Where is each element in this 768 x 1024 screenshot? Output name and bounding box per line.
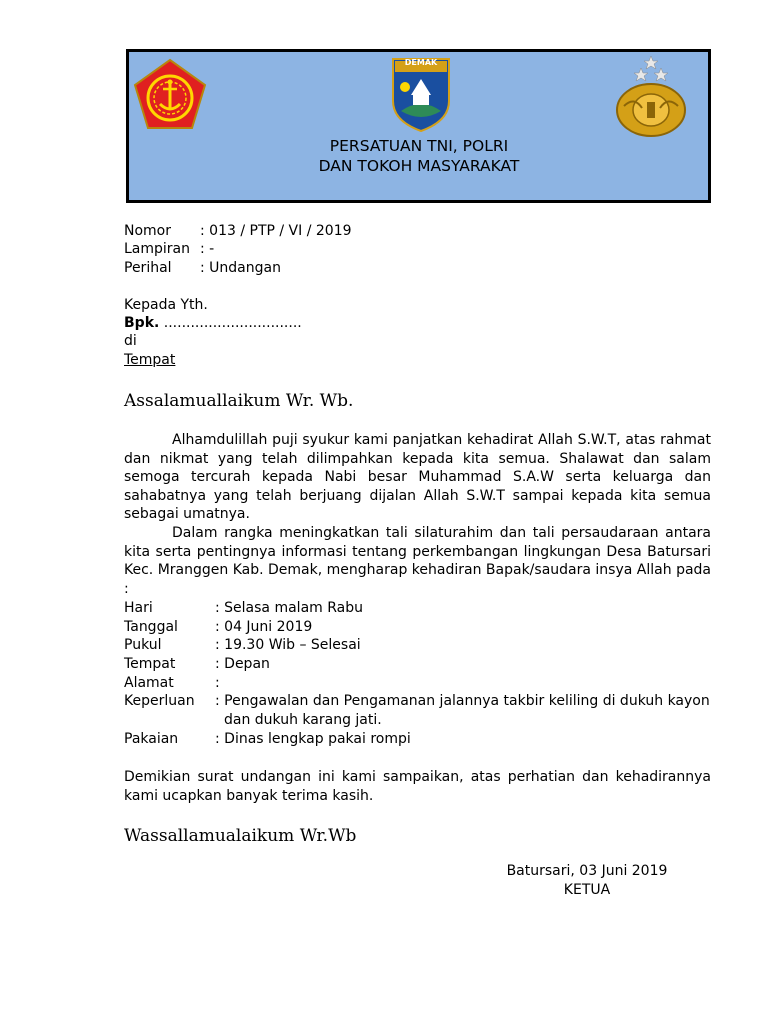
lampiran-label: Lampiran (124, 241, 191, 257)
detail-hari (124, 599, 363, 617)
pukul-value: : 19.30 Wib – Selesai (215, 637, 361, 653)
paragraph-2-text: Dalam rangka meningkatkan tali silaturahim dan tali persaudaraan antara kita serta pentingnya informasi tentang perkembangan lingkungan Desa Batursari Kec. Mranggen Kab. Demak, mengharap kehadiran Bapak/saudara insya Allah pada : (124, 525, 711, 597)
letterhead-title (279, 136, 559, 176)
detail-keperluan (124, 692, 710, 710)
bpk-label: Bpk. (124, 315, 160, 331)
tanggal-value: : 04 Juni 2019 (215, 619, 313, 635)
tempat-value: : Depan (215, 656, 270, 672)
recipient-name (124, 314, 302, 332)
recipient-line: Kepada Yth. (124, 297, 208, 313)
alamat-value: : (215, 675, 220, 691)
detail-tempat (124, 655, 270, 673)
keperluan-label: Keperluan (124, 693, 195, 709)
signature-role: KETUA (563, 882, 611, 898)
hari-label: Hari (124, 600, 153, 616)
nomor-row (124, 222, 352, 240)
polri-emblem-icon (614, 56, 688, 138)
recipient-place: Tempat (124, 352, 176, 368)
paragraph-2 (124, 524, 711, 598)
closing-greeting: Wassallamualaikum Wr.Wb (124, 826, 357, 846)
hari-value: : Selasa malam Rabu (215, 600, 363, 616)
paragraph-1-text: Alhamdulillah puji syukur kami panjatkan kehadirat Allah S.W.T, atas rahmat dan nikmat yang telah dilimpahkan kepada kita semua. Shalawat dan salam semoga tercurah kepada Nabi besar Muhammad S.A.W serta keluarga dan sahabatnya yang telah berjuang dijalan Allah S.W.T sampai kepada kita semua sebagai umatnya. (124, 432, 711, 523)
tanggal-label: Tanggal (124, 619, 178, 635)
detail-pakaian (124, 730, 411, 748)
signature-place-date: Batursari, 03 Juni 2019 (506, 863, 668, 879)
detail-alamat (124, 674, 220, 692)
title-line-2: DAN TOKOH MASYARAKAT (318, 157, 520, 175)
lampiran-row (124, 240, 214, 258)
keperluan-value: : Pengawalan dan Pengamanan jalannya takbir keliling di dukuh kayon (215, 693, 710, 709)
opening-greeting: Assalamuallaikum Wr. Wb. (124, 391, 354, 411)
paragraph-1 (124, 431, 711, 524)
pakaian-value: : Dinas lengkap pakai rompi (215, 731, 411, 747)
demak-label: DEMAK (404, 58, 438, 67)
nomor-label: Nomor (124, 223, 171, 239)
detail-tanggal (124, 618, 312, 636)
keperluan-value-cont: dan dukuh karang jati. (224, 712, 382, 728)
detail-pukul (124, 636, 361, 654)
tempat-label: Tempat (124, 656, 176, 672)
closing-paragraph: Demikian surat undangan ini kami sampaikan, atas perhatian dan kehadirannya kami ucapkan banyak terima kasih. (124, 769, 711, 804)
pakaian-label: Pakaian (124, 731, 179, 747)
nomor-value: : 013 / PTP / VI / 2019 (200, 223, 352, 239)
perihal-label: Perihal (124, 260, 172, 276)
pukul-label: Pukul (124, 637, 162, 653)
bpk-dots: ............................... (159, 315, 302, 331)
perihal-row (124, 259, 281, 277)
recipient-di: di (124, 333, 137, 349)
title-line-1: PERSATUAN TNI, POLRI (329, 137, 509, 155)
letterhead-banner (126, 49, 711, 203)
lampiran-value: : - (200, 241, 215, 257)
demak-shield-icon (391, 57, 451, 133)
tni-emblem-icon (133, 58, 207, 132)
alamat-label: Alamat (124, 675, 174, 691)
perihal-value: : Undangan (200, 260, 281, 276)
